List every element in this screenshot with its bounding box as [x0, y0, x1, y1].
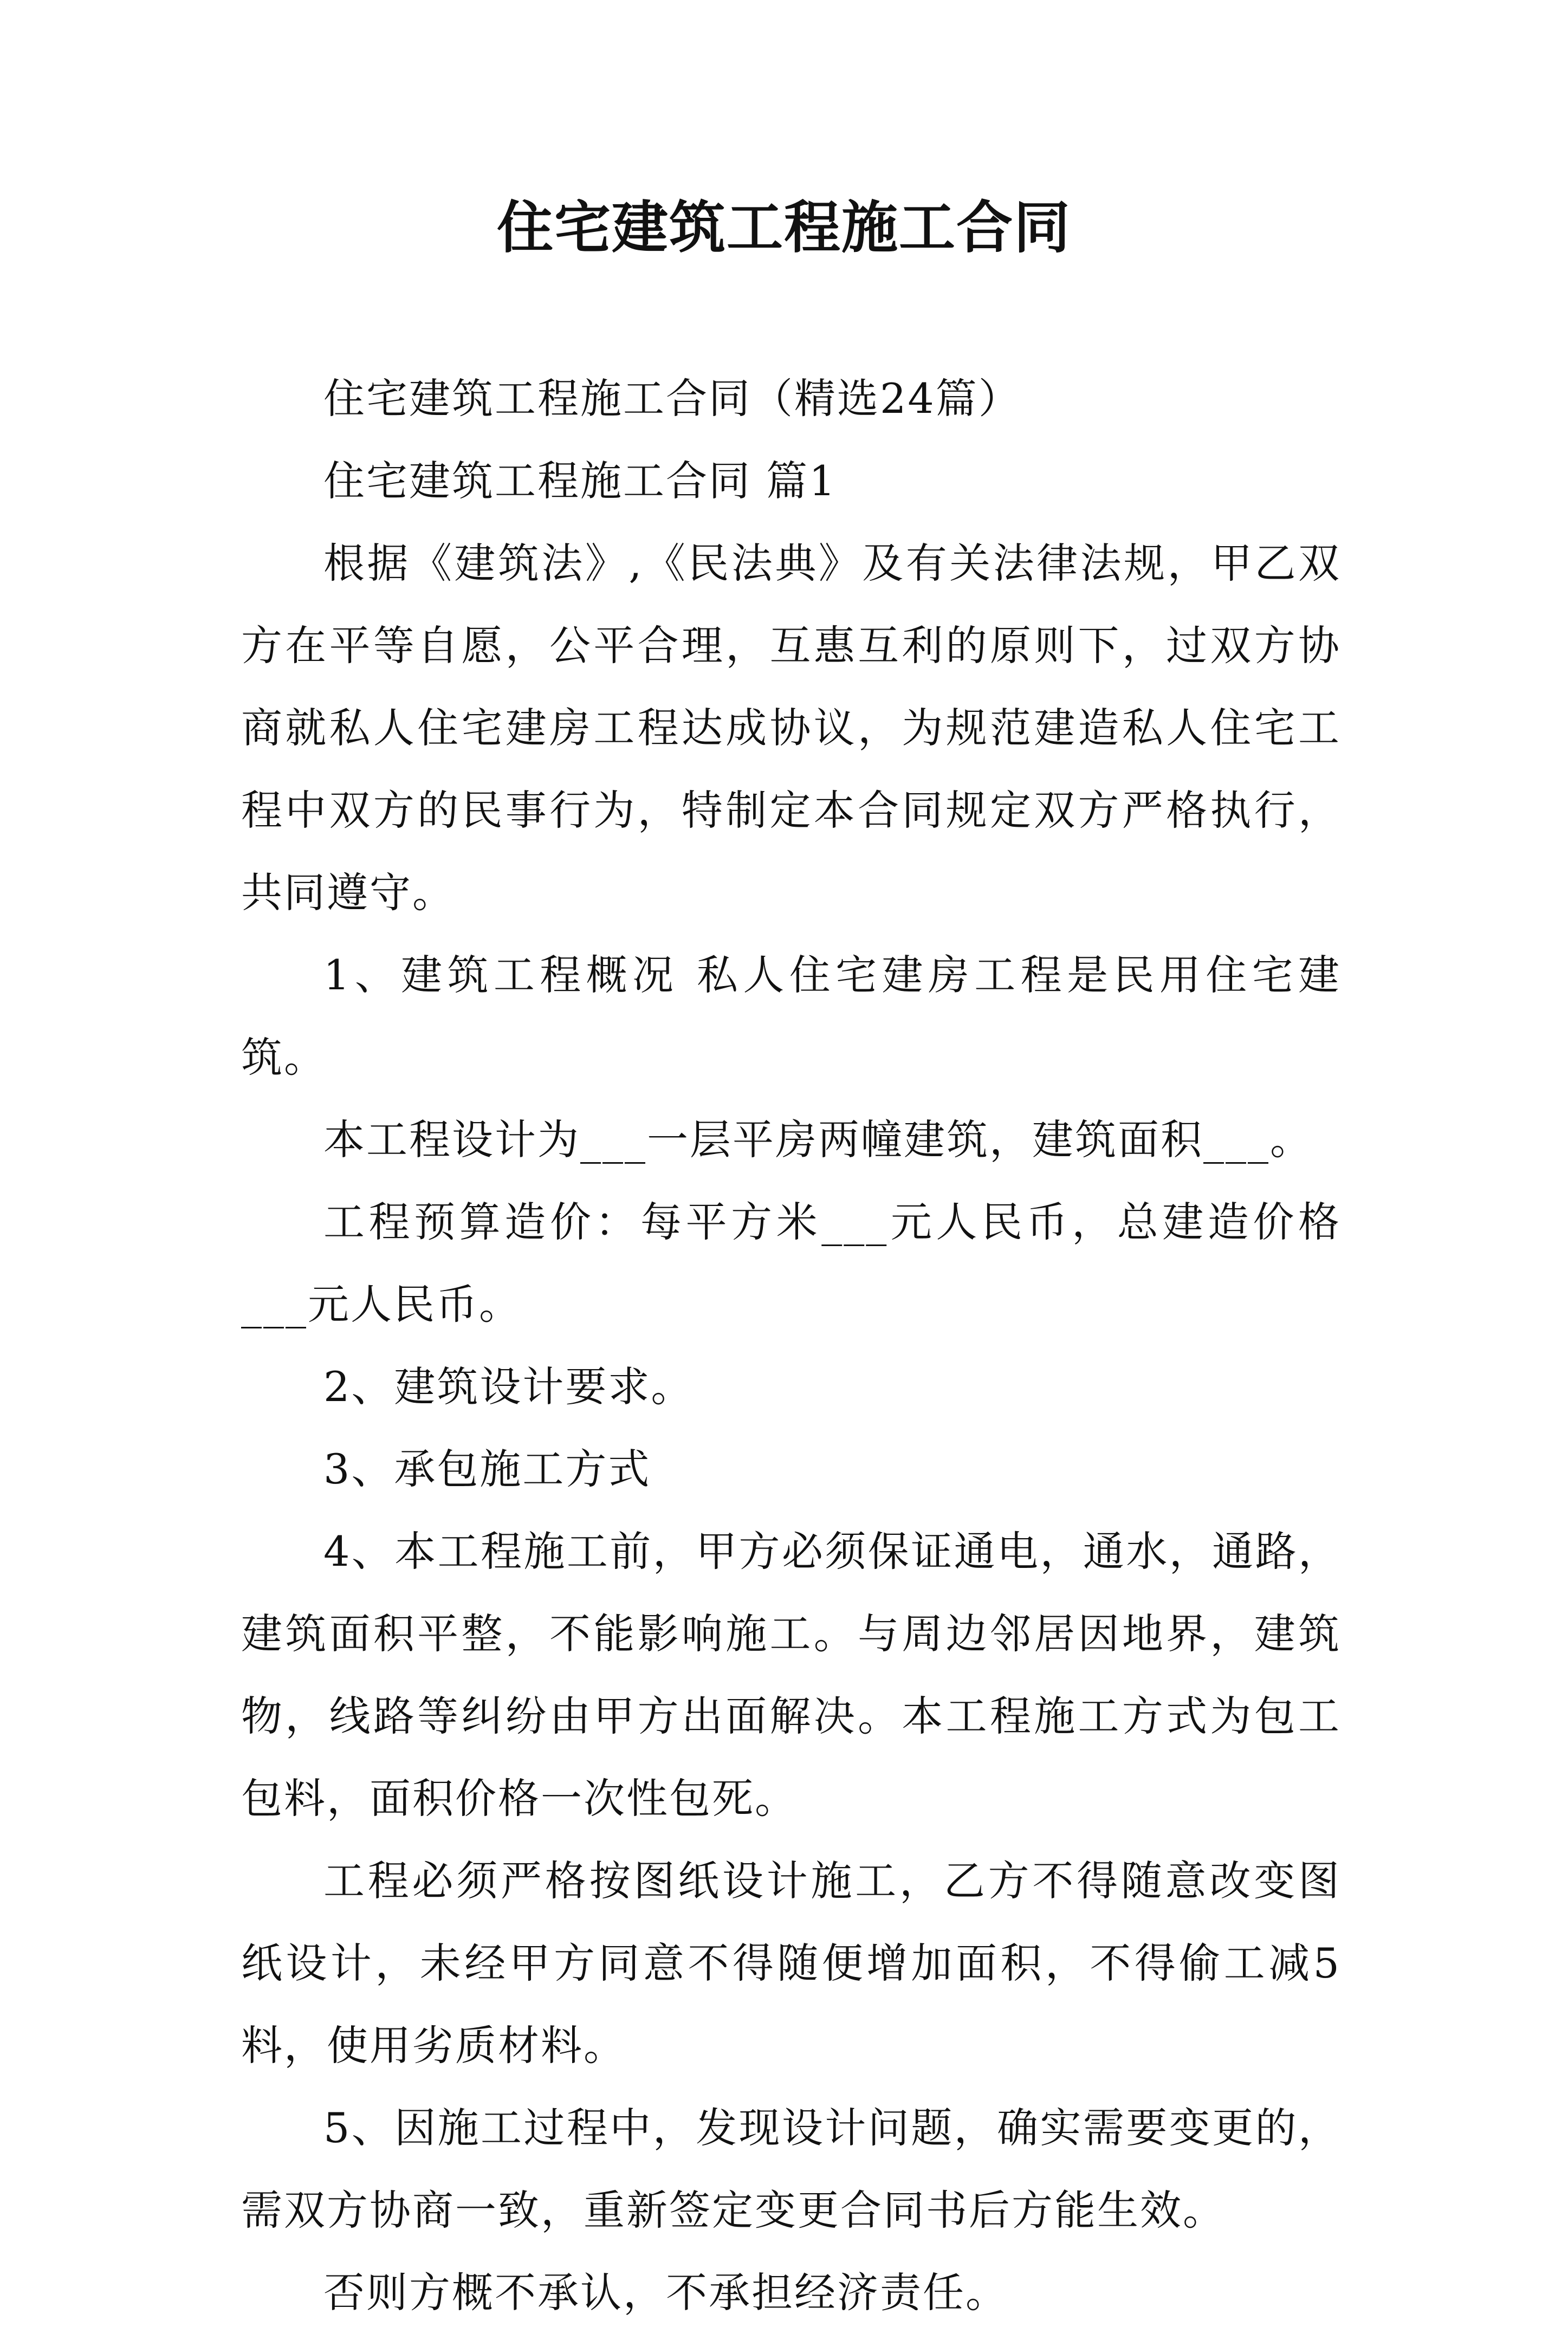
- paragraph: 2、建筑设计要求。: [323, 1363, 694, 1411]
- paragraph: 住宅建筑工程施工合同（精选24篇）: [323, 374, 1021, 423]
- document-title: 住宅建筑工程施工合同: [496, 194, 1071, 261]
- paragraph: 住宅建筑工程施工合同 篇1: [323, 457, 837, 505]
- paragraph: 本工程设计为___一层平房两幢建筑，建筑面积___。: [323, 1116, 1313, 1164]
- paragraph: 5、因施工过程中，发现设计问题，确实需要变更的，需双方协商一致，重新签定变更合同书后方能生效。: [241, 2104, 1341, 2234]
- document-body: [241, 358, 1341, 2334]
- paragraph: 3、承包施工方式: [323, 1445, 651, 1493]
- paragraph: 工程必须严格按图纸设计施工，乙方不得随意改变图纸设计，未经甲方同意不得随便增加面积，不得偷工减5料，使用劣质材料。: [241, 1857, 1341, 2070]
- paragraph: 4、本工程施工前，甲方必须保证通电，通水，通路，建筑面积平整，不能影响施工。与周边邻居因地界，建筑物，线路等纠纷由甲方出面解决。本工程施工方式为包工包料，面积价格一次性包死。: [241, 1527, 1341, 1823]
- paragraph: 根据《建筑法》,《民法典》及有关法律法规，甲乙双方在平等自愿，公平合理，互惠互利的原则下，过双方协商就私人住宅建房工程达成协议，为规范建造私人住宅工程中双方的民事行为，特制定本合同规定双方严格执行，共同遵守。: [241, 539, 1341, 917]
- paragraph: 否则方概不承认，不承担经济责任。: [323, 2268, 1008, 2317]
- paragraph: 工程预算造价：每平方米___元人民币，总建造价格___元人民币。: [241, 1198, 1341, 1328]
- paragraph: 1、建筑工程概况 私人住宅建房工程是民用住宅建筑。: [241, 951, 1341, 1081]
